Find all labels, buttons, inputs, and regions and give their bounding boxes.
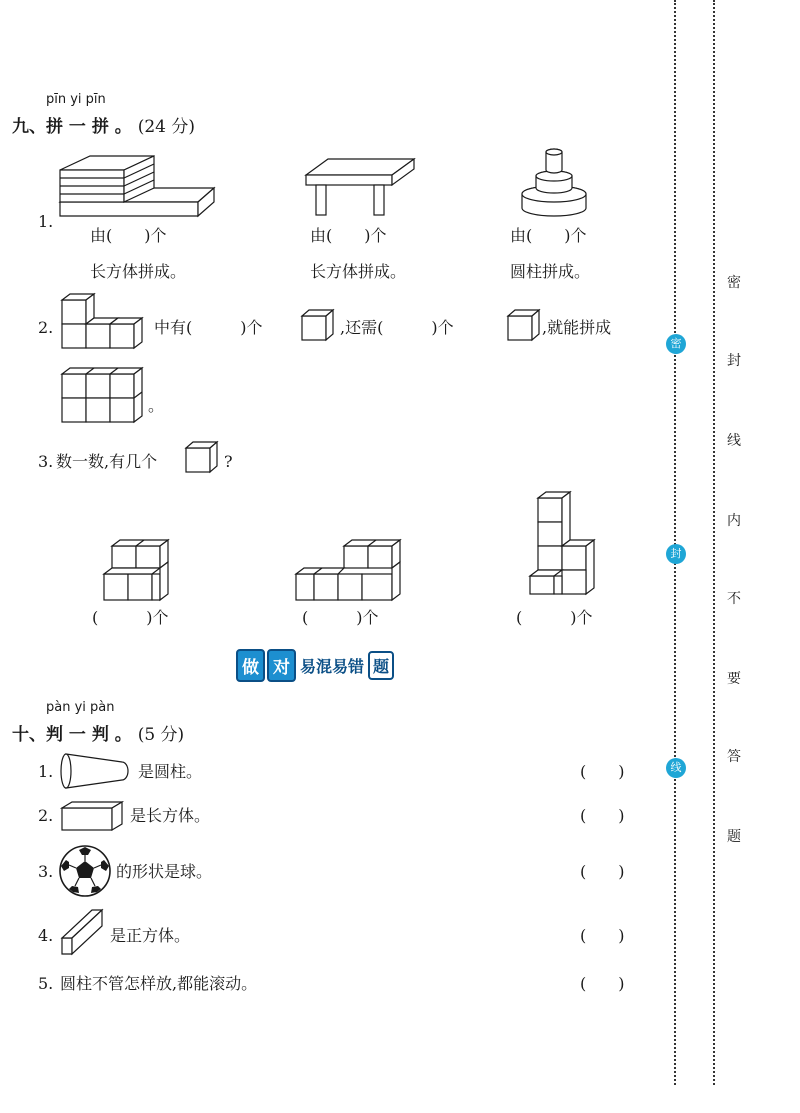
q2-text-a: 中有( )个 (154, 318, 263, 337)
frustum-shape-icon (60, 752, 134, 790)
stacked-boards-figure (58, 150, 218, 220)
q1-number: 1. (38, 212, 54, 231)
seal-text-char: 题 (727, 829, 741, 845)
section10-heading (12, 720, 184, 745)
judge-item-bracket[interactable]: ( ) (580, 762, 625, 781)
judge-item-text: 是正方体。 (110, 926, 191, 945)
soccer-ball-icon (58, 844, 112, 898)
seal-line-right (713, 0, 715, 1085)
table-figure (300, 155, 420, 219)
section9-score: (24 分) (137, 117, 195, 137)
cube-stack-b-figure (294, 534, 406, 606)
banner-part2: 对 (267, 649, 296, 682)
q1-b-line1: 由( )个 (310, 226, 387, 245)
judge-item-bracket[interactable]: ( ) (580, 806, 625, 825)
box-shape-icon (60, 800, 128, 834)
cube-block-3x2-figure (60, 366, 148, 430)
l-shape-cubes-figure (60, 292, 148, 356)
q1-c-line1: 由( )个 (510, 226, 587, 245)
q1-a-line1: 由( )个 (90, 226, 167, 245)
section10-score: (5 分) (137, 725, 185, 745)
seal-badge: 封 (666, 544, 686, 564)
cube-stack-a-figure (100, 534, 180, 606)
section9-heading (12, 112, 195, 137)
judge-item-text: 是圆柱。 (138, 762, 203, 781)
seal-text-char: 答 (727, 749, 741, 765)
judge-item-bracket[interactable]: ( ) (580, 862, 625, 881)
judge-item-bracket[interactable]: ( ) (580, 974, 625, 993)
q3-answer-a: ( )个 (92, 608, 169, 627)
q1-b-line2: 长方体拼成。 (310, 262, 407, 281)
q2-text-c: ,就能拼成 (542, 318, 612, 337)
small-cube-icon (184, 440, 220, 476)
section9-pinyin: pīn yi pīn (46, 92, 106, 107)
q2-text-b: ,还需( )个 (340, 318, 454, 337)
judge-item-number: 5. (38, 974, 54, 993)
q2-text-end: 。 (148, 396, 165, 415)
seal-line-left (674, 0, 676, 1085)
small-cube-icon (300, 308, 336, 344)
q3-text-end: ? (224, 452, 233, 471)
section10-pinyin: pàn yi pàn (46, 700, 115, 715)
seal-text-char: 线 (727, 433, 741, 449)
judge-item-number: 4. (38, 926, 54, 945)
judge-item-text: 的形状是球。 (116, 862, 213, 881)
q3-answer-c: ( )个 (516, 608, 593, 627)
long-prism-icon (58, 908, 108, 958)
judge-item-text: 是长方体。 (130, 806, 211, 825)
q1-c-line2: 圆柱拼成。 (510, 262, 591, 281)
error-prone-banner (236, 650, 394, 680)
seal-text-char: 密 (727, 275, 741, 291)
q2-number: 2. (38, 318, 54, 337)
seal-badge: 密 (666, 334, 686, 354)
q3-text: 数一数,有几个 (56, 452, 158, 471)
section10-title: 十、判 一 判 。 (12, 725, 132, 745)
seal-badge: 线 (666, 758, 686, 778)
judge-item-number: 1. (38, 762, 54, 781)
q3-number: 3. (38, 452, 54, 471)
cube-tower-c-figure (526, 488, 606, 606)
cylinder-tower-figure (518, 146, 590, 220)
small-cube-icon (506, 308, 542, 344)
judge-item-bracket[interactable]: ( ) (580, 926, 625, 945)
seal-text-char: 不 (727, 591, 741, 607)
seal-text-char: 封 (727, 353, 741, 369)
q1-a-line2: 长方体拼成。 (90, 262, 187, 281)
banner-part1: 做 (236, 649, 265, 682)
banner-part3: 易混易错 (300, 656, 365, 676)
q3-answer-b: ( )个 (302, 608, 379, 627)
judge-item-text: 圆柱不管怎样放,都能滚动。 (60, 974, 258, 993)
seal-text-char: 内 (727, 513, 741, 529)
judge-item-number: 2. (38, 806, 54, 825)
banner-part4: 题 (368, 651, 394, 680)
section9-title: 九、拼 一 拼 。 (12, 117, 132, 137)
seal-text-char: 要 (727, 671, 741, 687)
judge-item-number: 3. (38, 862, 54, 881)
